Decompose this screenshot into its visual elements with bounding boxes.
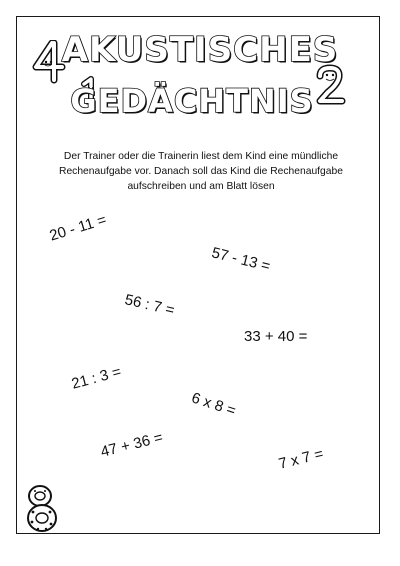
- math-task: 21 : 3 =: [69, 363, 123, 393]
- math-task: 20 - 11 =: [47, 211, 109, 245]
- math-task: 57 - 13 =: [209, 244, 272, 276]
- instructions-line: Der Trainer oder die Trainerin liest dem Kind eine mündliche: [63, 151, 339, 162]
- page-title-line-2: GEDÄCHTNIS: [70, 82, 314, 120]
- instructions-line: aufschreiben und am Blatt lösen: [127, 181, 275, 192]
- instructions-text: [36, 149, 366, 194]
- math-task: 6 x 8 =: [189, 389, 238, 420]
- math-task: 7 x 7 =: [276, 445, 326, 473]
- instructions-line: Rechenaufgabe vor. Danach soll das Kind die Rechenaufgabe: [59, 166, 343, 177]
- page-title-line-1: AKUSTISCHES: [61, 30, 339, 70]
- math-task: 56 : 7 =: [123, 291, 177, 320]
- math-task: 33 + 40 =: [244, 328, 308, 345]
- math-task: 47 + 36 =: [98, 428, 165, 461]
- number-eight-character-icon: [20, 482, 62, 534]
